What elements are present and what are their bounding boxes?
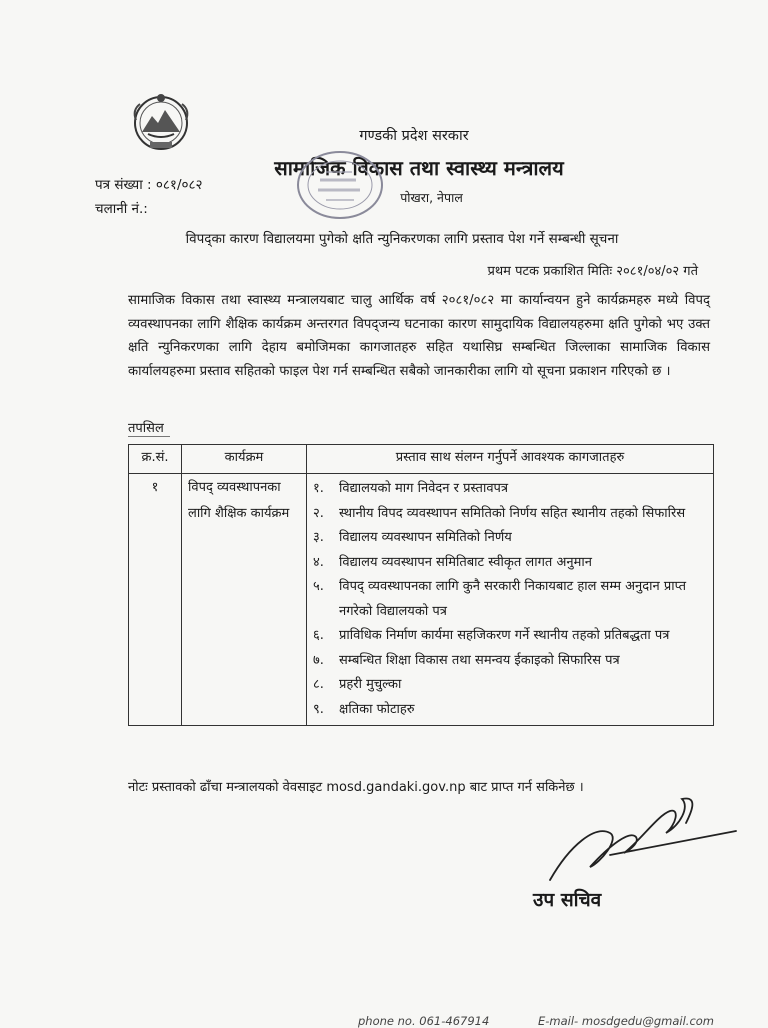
table-row <box>129 474 714 726</box>
annex-label: तपसिल <box>128 421 164 436</box>
header-program: कार्यक्रम <box>182 445 307 474</box>
document-item-number: ३. <box>313 530 324 545</box>
footer-phone: phone no. 061-467914 <box>358 1014 490 1028</box>
header-serial: क्र.सं. <box>129 445 182 474</box>
document-item <box>313 477 707 502</box>
document-item-number: ७. <box>313 652 324 668</box>
notice-body: सामाजिक विकास तथा स्वास्थ्य मन्त्रालयबाट चालु आर्थिक वर्ष २०८१/०८२ मा कार्यान्वयन हुने कार्यक्रमहरु मध्ये विपद् व्यवस्थापनका लागि शैक्षिक कार्यक्रम अन्तरगत विपद्जन्य घटनाका कारण सामुदायिक विद्यालयहरुमा क्षति पुगेको भए उक्त क्षति न्युनिकरणका लागि देहाय बमोजिमका कागजातहरु सहित यथासिघ्र सम्बन्धित जिल्लाका सामाजिक विकास कार्यालयहरुमा प्रस्ताव सहितको फाइल पेश गर्न सम्बन्धित सबैको जानकारीका लागि यो सूचना प्रकाशन गरिएको छ । <box>128 293 710 379</box>
notice-subject: विपद्का कारण विद्यालयमा पुगेको क्षति न्युनिकरणका लागि प्रस्ताव पेश गर्ने सम्बन्धी सूचना <box>185 231 619 247</box>
document-item <box>313 551 707 576</box>
document-item-number: २. <box>313 505 324 521</box>
footer-email: E-mail- mosdgedu@gmail.com <box>538 1014 715 1028</box>
row-documents <box>307 474 714 726</box>
row-serial: १ <box>129 474 182 726</box>
document-item-number: ८. <box>313 677 324 692</box>
documents-list <box>313 477 707 722</box>
document-item <box>313 526 707 551</box>
document-item-text: क्षतिका फोटाहरु <box>339 701 415 717</box>
document-item <box>313 575 707 624</box>
document-item-text: स्थानीय विपद व्यवस्थापन समितिको निर्णय सहित स्थानीय तहको सिफारिस <box>339 505 686 521</box>
signature <box>540 785 740 895</box>
government-name: गण्डकी प्रदेश सरकार <box>359 128 469 144</box>
document-item-text: प्रहरी मुचुल्का <box>339 677 402 692</box>
annex-underline <box>128 436 170 437</box>
document-item-text: विद्यालय व्यवस्थापन समितिबाट स्वीकृत लागत अनुमान <box>339 554 592 570</box>
document-item-text: विद्यालय व्यवस्थापन समितिको निर्णय <box>339 530 512 545</box>
document-item <box>313 698 707 723</box>
dispatch-number: चलानी नं.: <box>95 201 148 217</box>
ministry-name: सामाजिक विकास तथा स्वास्थ्य मन्त्रालय <box>274 156 564 180</box>
signatory-title: उप सचिव <box>533 889 602 911</box>
document-item-number: १. <box>313 481 324 496</box>
table-header-row <box>129 445 714 474</box>
document-item <box>313 649 707 674</box>
document-item-text: सम्बन्धित शिक्षा विकास तथा समन्वय ईकाइको सिफारिस पत्र <box>339 652 620 668</box>
document-item-text: प्राविधिक निर्माण कार्यमा सहजिकरण गर्ने स्थानीय तहको प्रतिबद्धता पत्र <box>339 628 670 643</box>
document-item-number: ९. <box>313 701 324 717</box>
publication-date: प्रथम पटक प्रकाशित मितिः २०८१/०४/०२ गते <box>487 264 698 279</box>
document-item <box>313 673 707 698</box>
document-item-number: ४. <box>313 554 324 570</box>
document-item <box>313 502 707 527</box>
row-program: विपद् व्यवस्थापनका लागि शैक्षिक कार्यक्रम <box>182 474 307 726</box>
document-item-number: ५. <box>313 579 324 594</box>
document-item-number: ६. <box>313 628 324 643</box>
document-item <box>313 624 707 649</box>
footnote: नोटः प्रस्तावको ढाँचा मन्त्रालयको वेवसाइट mosd.gandaki.gov.np बाट प्राप्त गर्न सकिनेछ । <box>128 780 584 795</box>
document-item-text: विद्यालयको माग निवेदन र प्रस्तावपत्र <box>339 481 509 496</box>
header-documents: प्रस्ताव साथ संलग्न गर्नुपर्ने आवश्यक कागजातहरु <box>307 445 714 474</box>
ministry-address: पोखरा, नेपाल <box>400 190 463 205</box>
office-stamp <box>296 150 384 220</box>
requirements-table <box>128 444 714 726</box>
letter-number: पत्र संख्या : ०८१/०८२ <box>95 177 203 193</box>
document-item-text: विपद् व्यवस्थापनका लागि कुनै सरकारी निकायबाट हाल सम्म अनुदान प्राप्त नगरेको विद्यालयको पत्र <box>339 579 687 619</box>
